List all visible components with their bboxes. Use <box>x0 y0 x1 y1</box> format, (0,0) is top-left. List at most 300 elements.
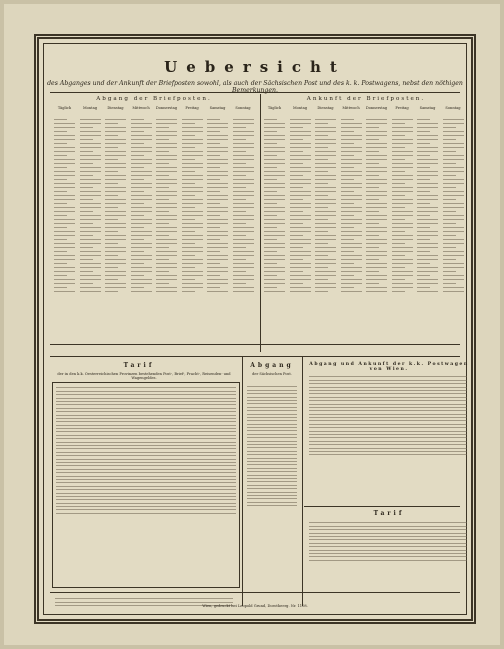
weekday-column <box>78 116 103 314</box>
print-line <box>182 131 203 132</box>
print-line <box>315 131 336 132</box>
print-line <box>54 223 75 224</box>
print-line <box>56 482 236 483</box>
print-line <box>156 255 177 256</box>
print-line <box>105 275 126 276</box>
print-line <box>131 191 144 192</box>
print-line <box>54 195 75 196</box>
print-line <box>105 291 118 292</box>
print-line <box>443 267 464 268</box>
print-line <box>264 267 285 268</box>
print-line <box>366 163 379 164</box>
print-line <box>315 279 328 280</box>
print-line <box>443 283 456 284</box>
print-line <box>247 400 297 401</box>
print-line <box>264 155 277 156</box>
print-line <box>233 155 254 156</box>
print-line <box>341 223 362 224</box>
print-line <box>131 155 144 156</box>
print-line <box>341 195 362 196</box>
print-line <box>290 287 311 288</box>
print-line <box>80 211 93 212</box>
print-line <box>80 179 101 180</box>
print-line <box>247 471 297 472</box>
print-line <box>182 167 203 168</box>
print-line <box>366 123 387 124</box>
print-line <box>290 199 303 200</box>
print-line <box>247 393 297 394</box>
print-line <box>207 223 228 224</box>
print-line <box>366 159 387 160</box>
print-line <box>315 135 328 136</box>
print-line <box>207 267 228 268</box>
print-line <box>80 223 93 224</box>
print-line <box>56 411 236 412</box>
print-line <box>247 390 297 391</box>
print-line <box>54 271 75 272</box>
print-line <box>366 199 379 200</box>
print-line <box>366 179 387 180</box>
print-line <box>54 279 75 280</box>
print-line <box>366 127 379 128</box>
tariff-rows <box>55 385 237 585</box>
print-line <box>247 403 297 404</box>
print-line <box>131 271 152 272</box>
print-line <box>264 151 285 152</box>
print-line <box>80 199 93 200</box>
print-line <box>233 119 254 120</box>
print-line <box>56 486 236 487</box>
print-line <box>80 167 101 168</box>
print-line <box>417 243 438 244</box>
print-line <box>182 139 203 140</box>
print-line <box>105 235 126 236</box>
print-line <box>182 183 195 184</box>
weekday-column <box>339 116 364 314</box>
weekday-header: Sonntag <box>235 106 251 110</box>
print-line <box>105 207 118 208</box>
print-line <box>207 291 228 292</box>
print-line <box>417 231 438 232</box>
print-line <box>207 175 228 176</box>
weekday-header: Freitag <box>395 106 409 110</box>
print-line <box>182 127 203 128</box>
print-line <box>56 391 236 392</box>
print-line <box>80 263 101 264</box>
print-line <box>156 135 177 136</box>
print-line <box>290 267 311 268</box>
print-line <box>54 159 75 160</box>
print-line <box>80 227 101 228</box>
print-line <box>290 119 311 120</box>
print-line <box>341 243 362 244</box>
print-line <box>182 283 203 284</box>
print-line <box>366 227 387 228</box>
print-line <box>247 468 297 469</box>
print-line <box>290 283 303 284</box>
print-line <box>80 175 93 176</box>
print-line <box>290 179 311 180</box>
print-line <box>131 243 152 244</box>
print-line <box>156 123 177 124</box>
print-line <box>309 407 467 408</box>
print-line <box>105 263 126 264</box>
weekday-column <box>390 116 415 314</box>
print-line <box>105 267 118 268</box>
weekday-header: Freitag <box>185 106 199 110</box>
print-line <box>290 211 303 212</box>
print-line <box>290 183 311 184</box>
print-line <box>156 131 177 132</box>
print-line <box>315 191 336 192</box>
print-line <box>105 135 118 136</box>
print-line <box>233 167 254 168</box>
weekday-column <box>154 116 179 314</box>
print-line <box>247 454 297 455</box>
print-line <box>156 199 169 200</box>
print-line <box>309 539 467 540</box>
print-line <box>417 267 438 268</box>
print-line <box>366 255 387 256</box>
print-line <box>54 283 75 284</box>
print-line <box>392 275 413 276</box>
print-line <box>80 207 101 208</box>
print-line <box>207 187 228 188</box>
print-line <box>290 251 311 252</box>
print-line <box>54 239 67 240</box>
print-line <box>156 223 169 224</box>
wagon-title: Abgang und Ankunft der k.k. Postwagen von Wien. <box>309 362 469 372</box>
print-line <box>417 187 438 188</box>
print-line <box>264 119 277 120</box>
print-line <box>54 199 75 200</box>
print-line <box>341 151 362 152</box>
print-line <box>264 239 277 240</box>
print-line <box>392 259 413 260</box>
print-line <box>182 247 203 248</box>
print-line <box>207 235 228 236</box>
print-line <box>247 505 297 506</box>
print-line <box>105 199 126 200</box>
print-line <box>315 199 336 200</box>
print-line <box>182 235 203 236</box>
print-line <box>392 155 413 156</box>
print-line <box>156 219 177 220</box>
print-line <box>182 123 195 124</box>
print-line <box>207 215 220 216</box>
print-line <box>417 283 438 284</box>
print-line <box>315 219 328 220</box>
print-line <box>247 464 297 465</box>
print-line <box>443 215 464 216</box>
print-line <box>247 386 297 387</box>
print-line <box>233 207 254 208</box>
print-line <box>443 187 456 188</box>
print-line <box>392 199 413 200</box>
print-line <box>290 175 303 176</box>
print-line <box>105 239 126 240</box>
weekday-column <box>415 116 440 314</box>
print-line <box>264 287 277 288</box>
print-line <box>443 227 464 228</box>
print-line <box>341 207 362 208</box>
print-line <box>417 219 438 220</box>
print-line <box>264 171 285 172</box>
print-line <box>233 239 254 240</box>
print-line <box>156 163 169 164</box>
print-line <box>131 215 144 216</box>
print-line <box>392 267 405 268</box>
print-line <box>443 119 464 120</box>
print-line <box>56 476 236 477</box>
print-line <box>290 279 311 280</box>
print-line <box>341 143 354 144</box>
print-line <box>392 255 405 256</box>
print-line <box>366 211 379 212</box>
print-line <box>443 191 464 192</box>
print-line <box>131 199 152 200</box>
print-line <box>309 404 467 405</box>
print-line <box>315 271 336 272</box>
tariff-table <box>52 382 240 588</box>
print-line <box>105 183 118 184</box>
print-line <box>156 207 177 208</box>
print-line <box>264 191 277 192</box>
print-line <box>264 271 285 272</box>
print-line <box>443 255 464 256</box>
print-line <box>54 243 75 244</box>
print-line <box>156 271 169 272</box>
print-line <box>366 147 387 148</box>
print-line <box>80 271 93 272</box>
print-line <box>105 223 126 224</box>
inner-frame <box>43 43 467 615</box>
print-line <box>56 469 236 470</box>
lower-divider-1 <box>242 356 243 606</box>
print-line <box>366 263 387 264</box>
print-line <box>55 602 233 603</box>
print-line <box>264 291 285 292</box>
print-line <box>443 143 464 144</box>
print-line <box>443 127 456 128</box>
print-line <box>309 526 467 527</box>
print-line <box>80 131 101 132</box>
print-line <box>315 203 336 204</box>
print-line <box>443 271 456 272</box>
print-line <box>56 509 236 510</box>
print-line <box>366 183 387 184</box>
print-line <box>105 139 126 140</box>
print-line <box>264 139 285 140</box>
print-line <box>207 179 220 180</box>
print-line <box>392 235 413 236</box>
print-line <box>156 279 177 280</box>
print-line <box>233 211 246 212</box>
print-line <box>207 155 220 156</box>
print-line <box>56 499 236 500</box>
weekday-column <box>441 116 466 314</box>
print-line <box>315 171 328 172</box>
print-line <box>341 247 362 248</box>
print-line <box>366 151 379 152</box>
print-line <box>290 219 311 220</box>
weekday-column <box>52 116 77 314</box>
print-line <box>131 159 152 160</box>
print-line <box>156 143 177 144</box>
print-line <box>264 199 285 200</box>
print-line <box>80 151 93 152</box>
print-line <box>290 223 303 224</box>
print-line <box>105 119 126 120</box>
print-line <box>80 195 101 196</box>
print-line <box>392 219 405 220</box>
print-line <box>341 167 354 168</box>
print-line <box>156 291 177 292</box>
print-line <box>366 243 387 244</box>
print-line <box>233 227 254 228</box>
print-line <box>443 131 464 132</box>
print-line <box>182 267 195 268</box>
print-line <box>443 195 464 196</box>
print-line <box>392 139 413 140</box>
newspaper-sheet <box>4 4 500 645</box>
print-line <box>443 139 456 140</box>
print-line <box>264 135 285 136</box>
print-line <box>156 235 169 236</box>
print-line <box>131 287 144 288</box>
print-line <box>264 211 285 212</box>
print-line <box>290 215 311 216</box>
print-line <box>290 247 303 248</box>
print-line <box>309 424 467 425</box>
print-line <box>290 143 311 144</box>
print-line <box>131 187 152 188</box>
print-line <box>105 159 118 160</box>
saxon-post-rows <box>246 384 298 584</box>
print-line <box>105 287 126 288</box>
print-line <box>207 227 220 228</box>
print-line <box>54 151 75 152</box>
print-line <box>131 183 152 184</box>
print-line <box>392 223 413 224</box>
print-line <box>392 279 405 280</box>
print-line <box>80 231 101 232</box>
print-line <box>54 203 67 204</box>
print-line <box>443 211 456 212</box>
weekday-header: Dienstag <box>107 106 124 110</box>
print-line <box>392 167 413 168</box>
print-line <box>182 119 203 120</box>
print-line <box>443 171 464 172</box>
print-line <box>309 376 467 377</box>
print-line <box>54 251 67 252</box>
print-line <box>80 171 101 172</box>
print-line <box>417 263 430 264</box>
print-line <box>182 211 203 212</box>
print-line <box>207 135 228 136</box>
print-line <box>80 203 101 204</box>
print-line <box>247 437 297 438</box>
print-line <box>156 211 169 212</box>
print-line <box>131 283 152 284</box>
print-line <box>56 438 236 439</box>
print-line <box>264 235 285 236</box>
print-line <box>392 211 413 212</box>
print-line <box>54 255 75 256</box>
print-line <box>182 171 195 172</box>
print-line <box>131 179 144 180</box>
print-line <box>315 211 336 212</box>
print-line <box>341 263 354 264</box>
print-line <box>443 231 464 232</box>
print-line <box>315 123 328 124</box>
print-line <box>366 279 387 280</box>
print-line <box>366 215 387 216</box>
print-line <box>233 251 254 252</box>
print-line <box>417 147 438 148</box>
print-line <box>264 207 285 208</box>
print-line <box>417 287 430 288</box>
print-line <box>233 279 254 280</box>
print-line <box>309 543 467 544</box>
print-line <box>80 135 101 136</box>
print-line <box>247 424 297 425</box>
print-line <box>417 215 430 216</box>
print-line <box>366 287 387 288</box>
print-line <box>309 417 467 418</box>
print-line <box>417 235 438 236</box>
print-line <box>182 279 195 280</box>
print-line <box>417 291 438 292</box>
print-line <box>366 239 387 240</box>
print-line <box>315 275 336 276</box>
print-line <box>247 498 297 499</box>
print-line <box>309 444 467 445</box>
print-line <box>417 159 438 160</box>
print-line <box>392 127 413 128</box>
print-line <box>156 139 169 140</box>
print-line <box>233 283 246 284</box>
print-line <box>80 243 101 244</box>
print-line <box>207 199 228 200</box>
print-line <box>131 247 152 248</box>
print-line <box>443 239 464 240</box>
print-line <box>54 275 67 276</box>
print-line <box>131 119 144 120</box>
print-line <box>309 431 467 432</box>
print-line <box>207 203 220 204</box>
print-line <box>341 163 362 164</box>
print-line <box>443 251 464 252</box>
tariff2-rows <box>308 520 468 584</box>
print-line <box>417 195 438 196</box>
print-line <box>290 139 303 140</box>
print-line <box>341 183 362 184</box>
print-line <box>366 195 387 196</box>
print-line <box>56 442 236 443</box>
print-line <box>182 159 195 160</box>
print-line <box>417 251 430 252</box>
print-line <box>131 251 144 252</box>
print-line <box>290 159 311 160</box>
print-line <box>366 247 379 248</box>
print-line <box>233 191 254 192</box>
print-line <box>247 478 297 479</box>
print-line <box>54 287 67 288</box>
print-line <box>315 139 336 140</box>
print-line <box>366 119 387 120</box>
print-line <box>315 251 336 252</box>
